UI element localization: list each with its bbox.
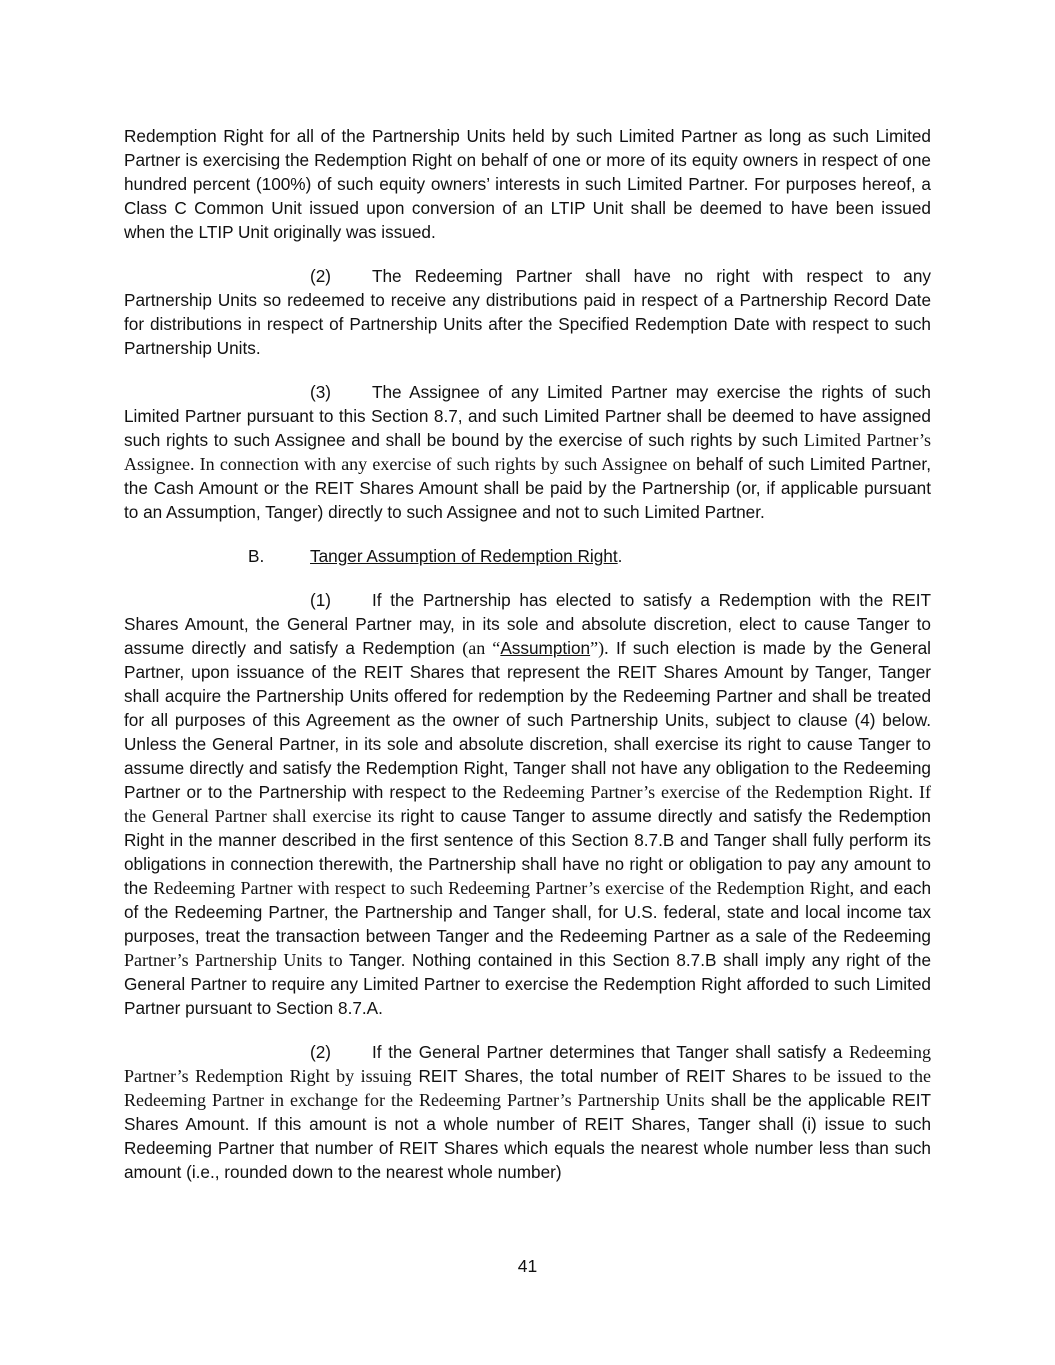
document-page — [124, 124, 931, 1204]
heading-letter: B. — [248, 546, 265, 566]
paragraph-text-serif: Redeeming Partner’s Redemption Right by issuing — [124, 1042, 931, 1086]
paragraph-3-assignee — [124, 380, 931, 524]
paragraph-text-serif: (an “ — [462, 638, 501, 658]
paragraph-redemption-continuation — [124, 124, 931, 244]
heading-period: . — [617, 546, 623, 566]
paragraph-text: and each of the Redeeming Partner, the Partnership and Tanger shall, for U.S. federal, state and local income tax purposes, treat the transaction between Tanger and the Redeeming Partner as a sale of the Redeeming — [124, 878, 931, 946]
page-number: 41 — [517, 1256, 538, 1276]
paragraph-b1-assumption — [124, 588, 931, 1020]
paragraph-text-serif: Partner’s Partnership Units to — [124, 950, 343, 970]
paragraph-2-distributions — [124, 264, 931, 360]
clause-number: (3) — [310, 382, 332, 402]
paragraph-text: REIT Shares, the total number of REIT Shares — [411, 1066, 794, 1086]
heading-title: Tanger Assumption of Redemption Right — [310, 546, 618, 566]
clause-number: (2) — [310, 266, 332, 286]
clause-number: (1) — [310, 590, 332, 610]
paragraph-text: If the General Partner determines that Tanger shall satisfy a — [372, 1042, 850, 1062]
paragraph-text: shall be the applicable REIT Shares Amount. If this amount is not a whole number of REIT Shares, Tanger shall (i) issue to such Redeeming Partner that number of REIT Shares which equals the nearest whole number less than such amount (i.e., rounded down to the nearest whole number) — [124, 1090, 931, 1182]
paragraph-text: Redemption Right for all of the Partnership Units held by such Limited Partner as long as such Limited Partner is exercising the Redemption Right on behalf of one or more of its equity owners in respect of one hundred percent (100%) of such equity owners’ interests in such Limited Partner. For purposes hereof, a Class C Common Unit issued upon conversion of an LTIP Unit shall be deemed to have been issued when the LTIP Unit originally was issued. — [124, 126, 931, 242]
paragraph-text: If the Partnership has elected to satisfy a Redemption with the REIT Shares Amount, the General Partner may, in its sole and absolute discretion, elect to cause Tanger to assume directly and satisfy a Redemption — [124, 590, 931, 658]
paragraph-text: The Assignee of any Limited Partner may exercise the rights of such Limited Partner pursuant to this Section 8.7, and such Limited Partner shall be deemed to have assigned such rights to such Assignee and shall be bound by the exercise of such rights by such — [124, 382, 931, 450]
paragraph-text-serif: Redeeming Partner’s exercise of the Redemption Right. If the General Partner shall exercise its — [124, 782, 931, 826]
paragraph-text: right to cause Tanger to assume directly and satisfy the Redemption Right in the manner described in the first sentence of this Section 8.7.B and Tanger shall fully perform its obligations in connection therewith, the Partnership shall have no right or obligation to pay any amount to the — [124, 806, 931, 898]
paragraph-text-serif: Redeeming Partner with respect to such Redeeming Partner’s exercise of the Redemption Right, — [153, 878, 855, 898]
paragraph-text-serif: to be issued to the Redeeming Partner in exchange for the Redeeming Partner’s Partnership Units — [124, 1066, 931, 1110]
paragraph-text: behalf of such Limited Partner, the Cash Amount or the REIT Shares Amount shall be paid by the Partnership (or, if applicable pursuant to an Assumption, Tanger) directly to such Assignee and not to such Limited Partner. — [124, 454, 931, 522]
paragraph-text: Tanger. Nothing contained in this Section 8.7.B shall imply any right of the General Partner to require any Limited Partner to exercise the Redemption Right afforded to such Limited Partner pursuant to Section 8.7.A. — [124, 950, 931, 1018]
paragraph-text-serif: ”). — [590, 638, 609, 658]
defined-term: Assumption — [500, 638, 591, 658]
paragraph-text-serif: Limited Partner’s Assignee. In connection with any exercise of such rights by such Assignee on — [124, 430, 931, 474]
paragraph-b2-reit-shares — [124, 1040, 931, 1184]
clause-number: (2) — [310, 1042, 332, 1062]
section-heading-b — [124, 544, 931, 568]
paragraph-text: If such election is made by the General Partner, upon issuance of the REIT Shares that represent the REIT Shares Amount by Tanger, Tanger shall acquire the Partnership Units offered for redemption by the Redeeming Partner and shall be treated for all purposes of this Agreement as the owner of such Partnership Units, subject to clause (4) below. Unless the General Partner, in its sole and absolute discretion, shall exercise its right to cause Tanger to assume directly and satisfy the Redemption Right, Tanger shall not have any obligation to the Redeeming Partner or to the Partnership with respect to the — [124, 638, 931, 802]
paragraph-text: The Redeeming Partner shall have no right with respect to any Partnership Units so redeemed to receive any distributions paid in respect of a Partnership Record Date for distributions in respect of Partnership Units after the Specified Redemption Date with respect to such Partnership Units. — [124, 266, 931, 358]
